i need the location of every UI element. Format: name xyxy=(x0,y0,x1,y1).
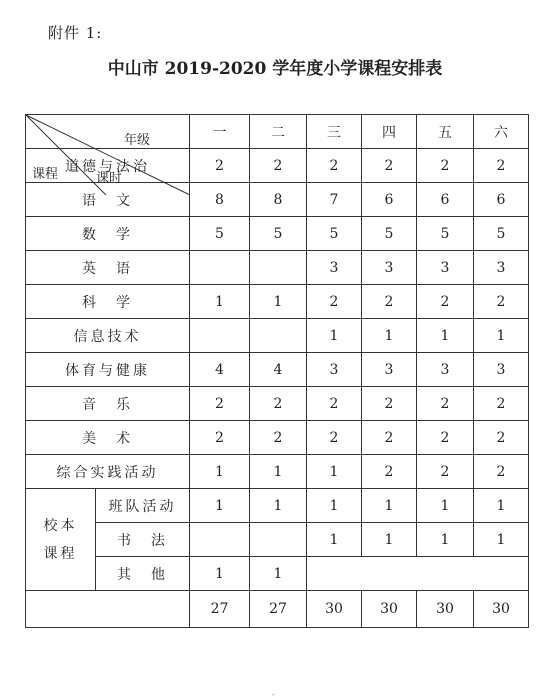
hours-cell: 2 xyxy=(190,387,250,421)
table-row xyxy=(26,251,529,285)
hours-cell: 2 xyxy=(250,149,307,183)
hours-cell xyxy=(190,251,250,285)
header-row xyxy=(26,115,529,149)
hours-cell: 1 xyxy=(474,523,529,557)
hours-cell: 5 xyxy=(417,217,474,251)
total-cell: 30 xyxy=(362,591,417,628)
hours-cell: 1 xyxy=(190,557,250,591)
grade-header-3: 三 xyxy=(307,115,362,149)
hours-cell: 3 xyxy=(307,251,362,285)
school-course-group xyxy=(26,489,96,591)
table-row xyxy=(26,455,529,489)
hours-cell: 2 xyxy=(362,421,417,455)
hours-cell xyxy=(250,319,307,353)
hours-cell: 1 xyxy=(307,319,362,353)
hours-cell: 1 xyxy=(362,523,417,557)
hours-cell: 2 xyxy=(474,455,529,489)
hours-cell: 1 xyxy=(307,455,362,489)
grade-header-1: 一 xyxy=(190,115,250,149)
hours-cell: 2 xyxy=(474,387,529,421)
school-course-label-2: 课程 xyxy=(43,545,78,562)
grade-header-6: 六 xyxy=(474,115,529,149)
hours-cell: 3 xyxy=(474,353,529,387)
totals-label-cell xyxy=(26,591,190,628)
hours-cell: 2 xyxy=(307,387,362,421)
hours-cell: 2 xyxy=(190,149,250,183)
school-course-label-1: 校本 xyxy=(43,517,78,534)
hours-cell: 2 xyxy=(307,421,362,455)
course-name: 体育与健康 xyxy=(26,353,190,387)
hours-cell: 1 xyxy=(250,557,307,591)
hours-cell: 3 xyxy=(474,251,529,285)
hours-cell: 2 xyxy=(250,387,307,421)
hours-cell: 2 xyxy=(190,421,250,455)
course-label: 课程 xyxy=(32,167,59,182)
page-title: 中山市 2019-2020 学年度小学课程安排表 xyxy=(107,59,443,79)
total-cell: 30 xyxy=(417,591,474,628)
hours-cell: 2 xyxy=(417,285,474,319)
hours-cell: 1 xyxy=(250,489,307,523)
hours-cell: 1 xyxy=(190,489,250,523)
course-name: 科 学 xyxy=(26,285,190,319)
hours-cell: 8 xyxy=(190,183,250,217)
course-name: 综合实践活动 xyxy=(26,455,190,489)
hours-cell: 4 xyxy=(250,353,307,387)
course-name: 班队活动 xyxy=(96,489,190,523)
hours-cell: 2 xyxy=(474,285,529,319)
hours-cell: 5 xyxy=(307,217,362,251)
course-name: 信息技术 xyxy=(26,319,190,353)
hours-cell: 6 xyxy=(417,183,474,217)
hours-cell: 2 xyxy=(307,285,362,319)
hours-cell: 1 xyxy=(474,489,529,523)
hours-cell xyxy=(190,523,250,557)
hours-cell: 1 xyxy=(250,285,307,319)
hours-cell: 7 xyxy=(307,183,362,217)
hours-cell: 2 xyxy=(362,387,417,421)
hours-cell: 2 xyxy=(417,455,474,489)
hours-label: 课时 xyxy=(96,171,123,186)
hours-cell: 6 xyxy=(474,183,529,217)
table-row xyxy=(26,421,529,455)
hours-cell: 2 xyxy=(417,387,474,421)
hours-cell: 5 xyxy=(362,217,417,251)
hours-cell: 2 xyxy=(362,149,417,183)
hours-cell xyxy=(250,251,307,285)
hours-cell: 3 xyxy=(307,353,362,387)
hours-cell: 1 xyxy=(250,455,307,489)
hours-cell: 1 xyxy=(362,319,417,353)
grade-header-4: 四 xyxy=(362,115,417,149)
table-row xyxy=(26,387,529,421)
hours-cell: 2 xyxy=(417,421,474,455)
course-name: 道德与法治 xyxy=(26,149,190,183)
hours-cell: 1 xyxy=(362,489,417,523)
table-row xyxy=(26,319,529,353)
course-name: 其 他 xyxy=(96,557,190,591)
schedule-table xyxy=(25,114,529,628)
course-name: 书 法 xyxy=(96,523,190,557)
course-name: 音 乐 xyxy=(26,387,190,421)
total-cell: 30 xyxy=(307,591,362,628)
course-name: 英 语 xyxy=(26,251,190,285)
hours-cell: 2 xyxy=(307,149,362,183)
hours-cell: 3 xyxy=(362,251,417,285)
hours-cell: 3 xyxy=(417,251,474,285)
table-row xyxy=(26,557,529,591)
hours-cell: 5 xyxy=(190,217,250,251)
total-cell: 27 xyxy=(190,591,250,628)
table-row xyxy=(26,353,529,387)
hours-cell: 2 xyxy=(474,149,529,183)
hours-cell: 1 xyxy=(474,319,529,353)
hours-cell: 2 xyxy=(250,421,307,455)
hours-cell: 6 xyxy=(362,183,417,217)
hours-cell: 1 xyxy=(417,523,474,557)
course-name: 数 学 xyxy=(26,217,190,251)
grade-header-5: 五 xyxy=(417,115,474,149)
hours-cell xyxy=(250,523,307,557)
grade-label: 年级 xyxy=(124,133,151,148)
hours-cell: 1 xyxy=(190,285,250,319)
course-name: 美 术 xyxy=(26,421,190,455)
page-marker: - xyxy=(272,690,275,699)
hours-cell: 2 xyxy=(362,455,417,489)
table-row xyxy=(26,523,529,557)
hours-cell: 1 xyxy=(417,319,474,353)
table-row xyxy=(26,217,529,251)
grade-header-2: 二 xyxy=(250,115,307,149)
total-cell: 27 xyxy=(250,591,307,628)
hours-cell: 5 xyxy=(250,217,307,251)
hours-cell: 2 xyxy=(362,285,417,319)
hours-cell: 8 xyxy=(250,183,307,217)
hours-cell: 2 xyxy=(474,421,529,455)
hours-cell xyxy=(190,319,250,353)
hours-cell: 1 xyxy=(417,489,474,523)
attachment-label: 附件 1: xyxy=(48,24,103,42)
course-name: 语 文 xyxy=(26,183,190,217)
hours-cell: 4 xyxy=(190,353,250,387)
hours-cell: 3 xyxy=(417,353,474,387)
empty-merged-cell xyxy=(307,557,529,591)
totals-row xyxy=(26,591,529,628)
total-cell: 30 xyxy=(474,591,529,628)
hours-cell: 3 xyxy=(362,353,417,387)
hours-cell: 1 xyxy=(307,523,362,557)
hours-cell: 2 xyxy=(417,149,474,183)
hours-cell: 1 xyxy=(307,489,362,523)
hours-cell: 1 xyxy=(190,455,250,489)
table-row xyxy=(26,489,529,523)
table-row xyxy=(26,285,529,319)
hours-cell: 5 xyxy=(474,217,529,251)
